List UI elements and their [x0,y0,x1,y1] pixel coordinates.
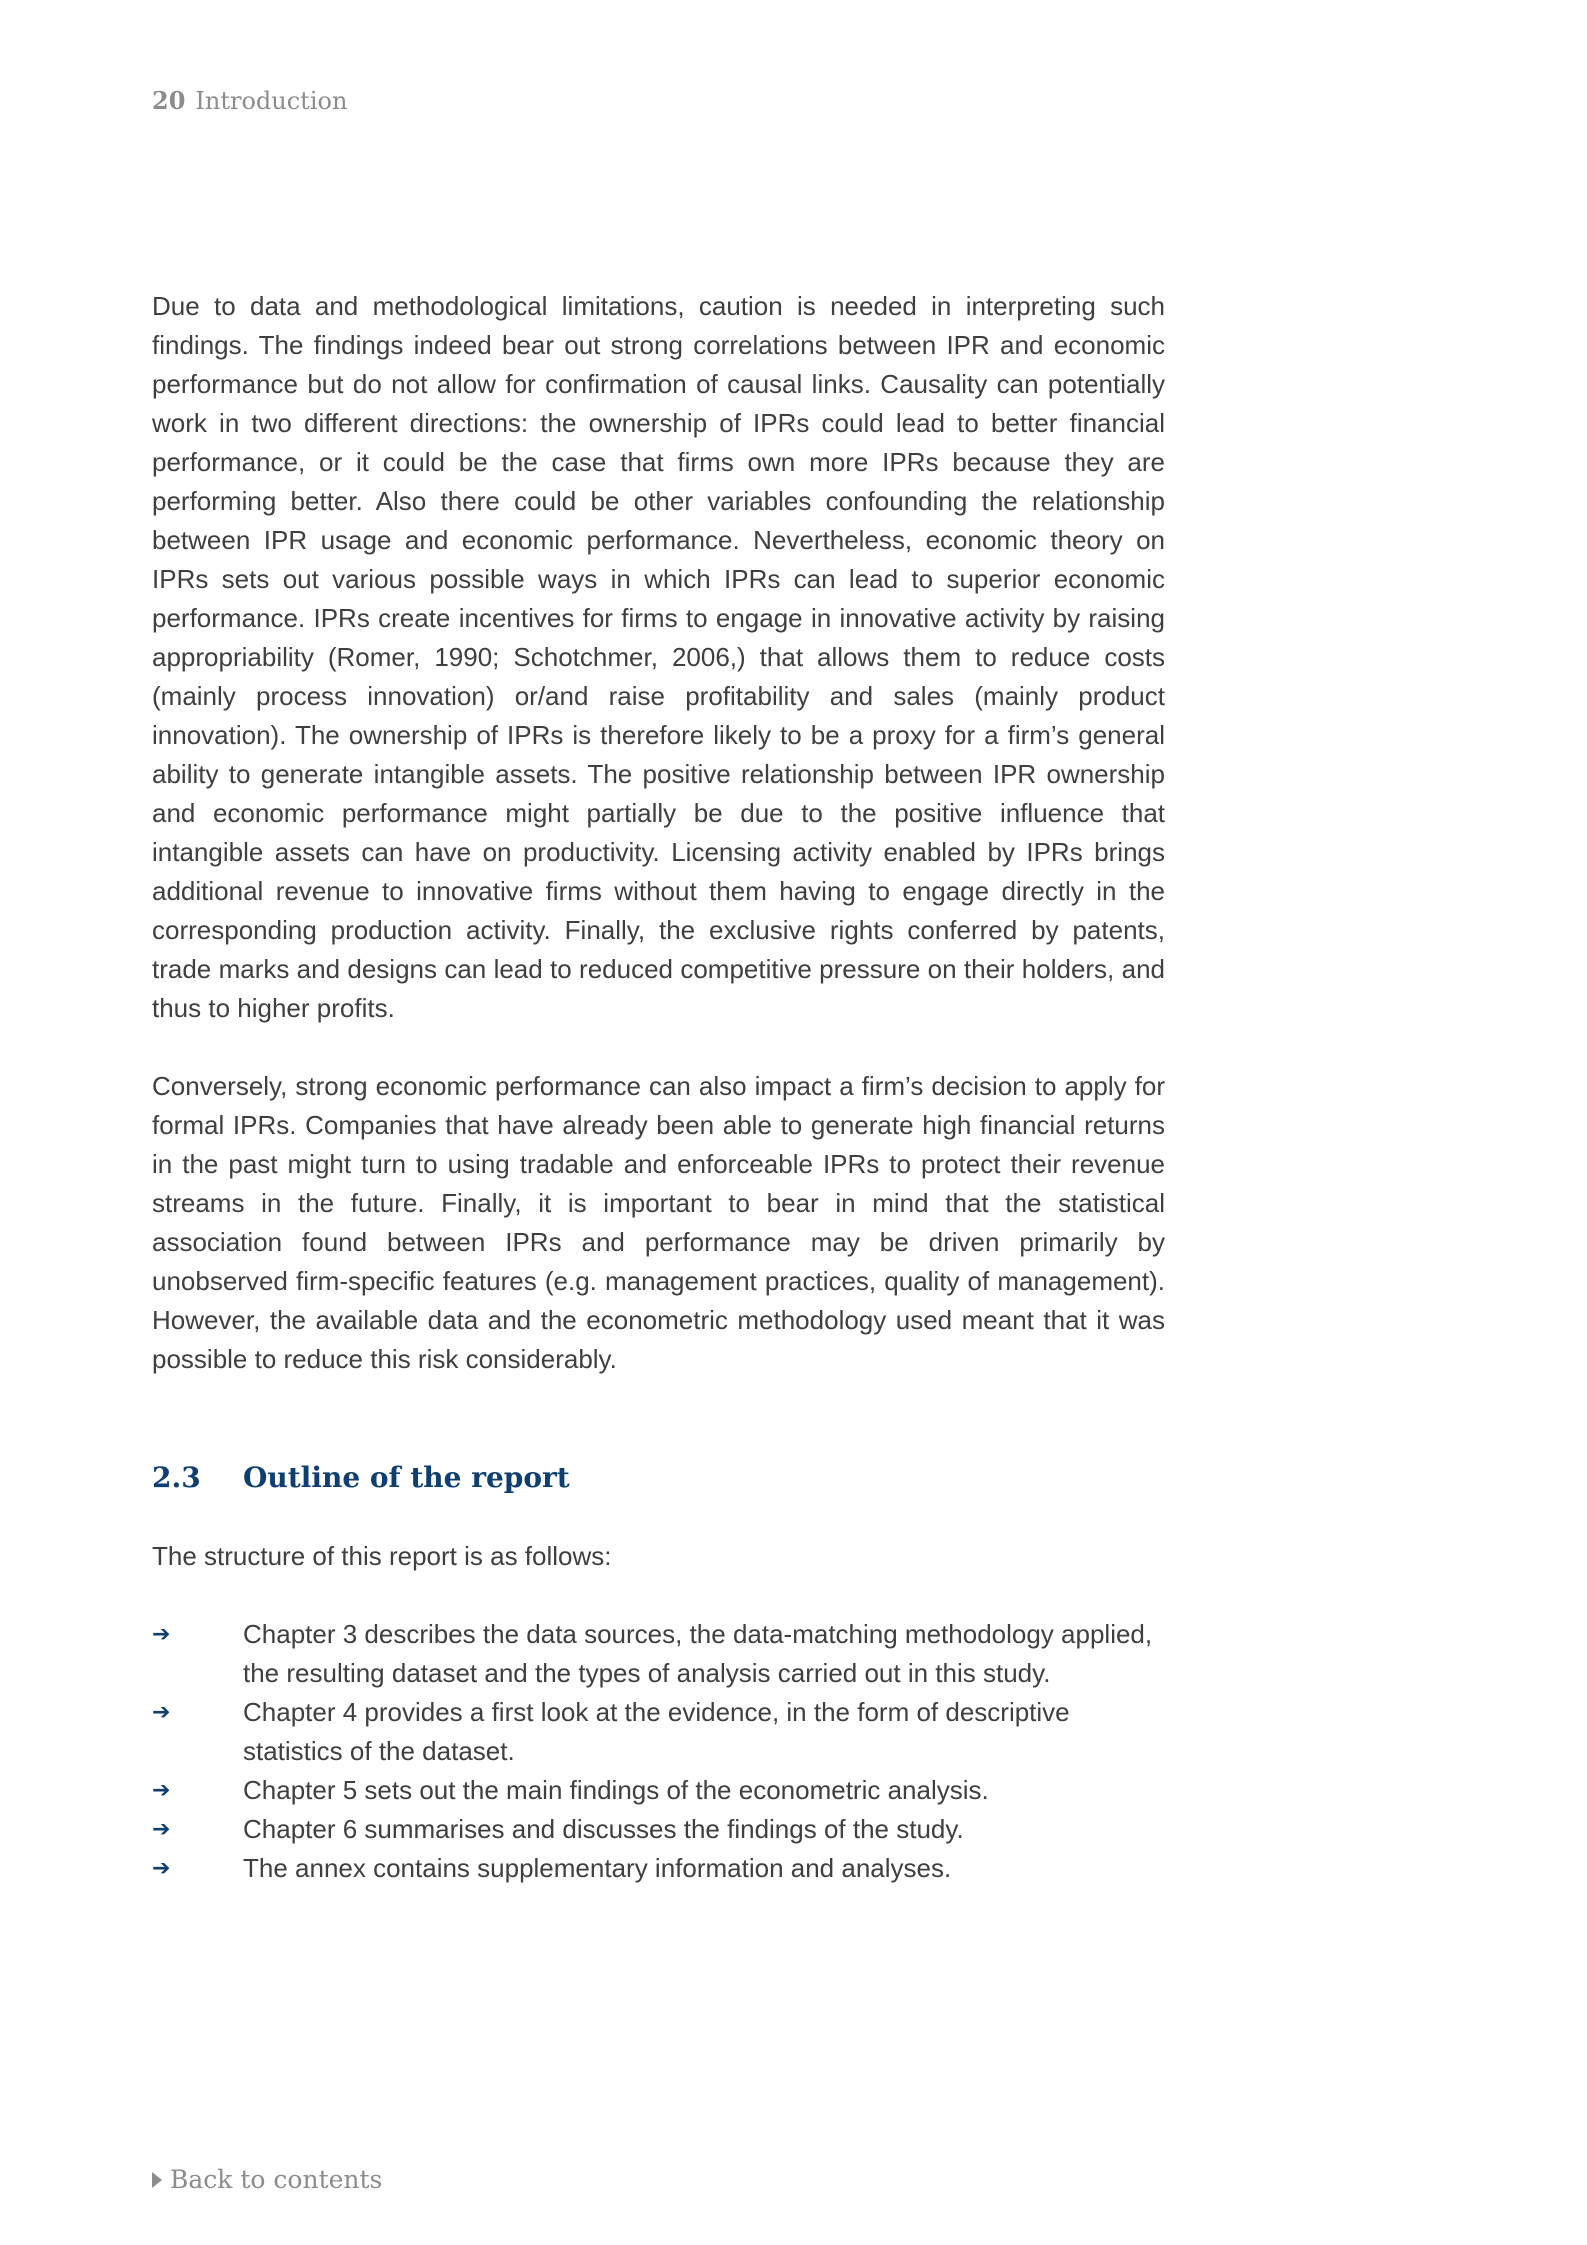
list-item [152,1693,1165,1771]
section-title: Outline of the report [243,1461,570,1494]
arrow-right-icon: ➔ [152,1622,171,1647]
outline-list [152,1615,1165,1888]
section-intro: The structure of this report is as follows: [152,1541,612,1571]
list-item-text: The annex contains supplementary information and analyses. [243,1853,952,1883]
arrow-right-icon: ➔ [152,1856,171,1881]
page-header [152,86,347,115]
back-to-contents-link[interactable] [152,2165,382,2194]
section-number: 2.3 [152,1461,201,1494]
arrow-right-icon: ➔ [152,1817,171,1842]
list-item-text: Chapter 6 summarises and discusses the findings of the study. [243,1814,964,1844]
body-paragraph: Due to data and methodological limitations, caution is needed in interpreting such findings. The findings indeed bear out strong correlations between IPR and economic performance but do not allow for confirmation of causal links. Causality can potentially work in two different directions: the ownership of IPRs could lead to better financial performance, or it could be the case that firms own more IPRs because they are performing better. Also there could be other variables confounding the relationship between IPR usage and economic performance. Nevertheless, economic theory on IPRs sets out various possible ways in which IPRs can lead to superior economic performance. IPRs create incentives for firms to engage in innovative activity by raising appropriability (Romer, 1990; Schotchmer, 2006,) that allows them to reduce costs (mainly process innovation) or/and raise profitability and sales (mainly product innovation). The ownership of IPRs is therefore likely to be a proxy for a firm’s general ability to generate intangible assets. The positive relationship between IPR ownership and economic performance might partially be due to the positive influence that intangible assets can have on productivity. Licensing activity enabled by IPRs brings additional revenue to innovative firms without them having to engage directly in the corresponding production activity. Finally, the exclusive rights conferred by patents, trade marks and designs can lead to reduced competitive pressure on their holders, and thus to higher profits. [152,291,1165,1023]
list-item-text: Chapter 5 sets out the main findings of the econometric analysis. [243,1775,989,1805]
section-heading [152,1461,1165,1499]
running-section-title: Introduction [195,87,348,115]
list-item [152,1849,1165,1888]
triangle-right-icon [152,2172,162,2188]
page-number: 20 [152,86,186,115]
list-item [152,1771,1165,1810]
back-to-contents-label: Back to contents [170,2165,383,2194]
list-item [152,1810,1165,1849]
arrow-right-icon: ➔ [152,1700,171,1725]
body-paragraph: Conversely, strong economic performance can also impact a firm’s decision to apply for formal IPRs. Companies that have already been able to generate high financial returns in the past might turn to using tradable and enforceable IPRs to protect their revenue streams in the future. Finally, it is important to bear in mind that the statistical association found between IPRs and performance may be driven primarily by unobserved firm-specific features (e.g. management practices, quality of management). However, the available data and the econometric methodology used meant that it was possible to reduce this risk considerably. [152,1071,1165,1374]
list-item-text: Chapter 3 describes the data sources, the data-matching methodology applied, the resulting dataset and the types of analysis carried out in this study. [243,1619,1153,1688]
list-item [152,1615,1165,1693]
arrow-right-icon: ➔ [152,1778,171,1803]
main-content [152,287,1165,1888]
list-item-text: Chapter 4 provides a first look at the evidence, in the form of descriptive statistics of the dataset. [243,1697,1070,1766]
